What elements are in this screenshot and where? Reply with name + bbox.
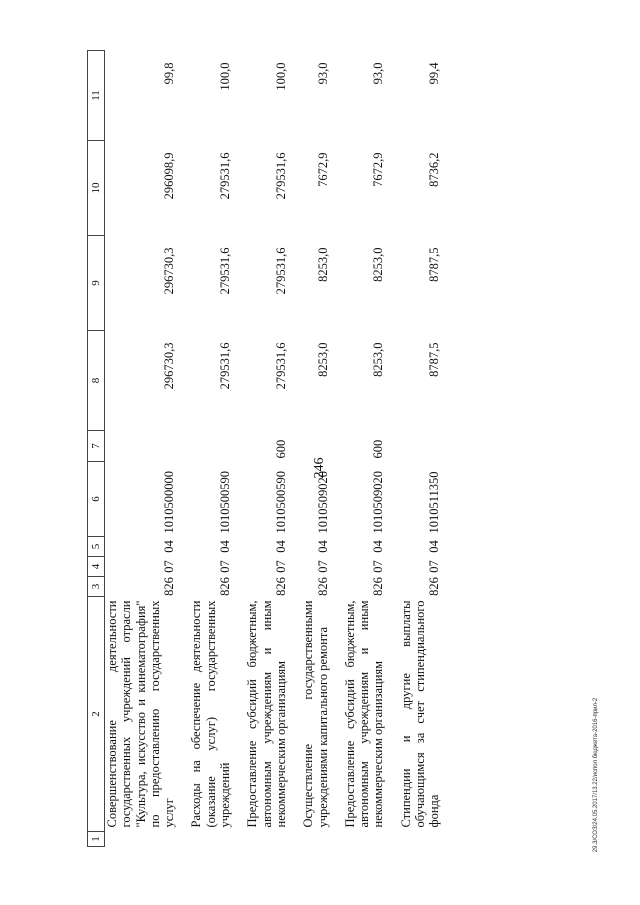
- table-row: [245, 51, 290, 847]
- table-row: [189, 51, 234, 847]
- header-cell: 7: [88, 431, 105, 462]
- value-col11: 93,0: [315, 62, 330, 85]
- code-expense-type: [399, 431, 444, 462]
- code-subsection: 04: [218, 540, 233, 553]
- code-expense-type: 600: [273, 439, 288, 459]
- row-name: Предоставление субсидий бюджетным, автономным учреждениям и иным некоммерческим организациям: [342, 600, 386, 828]
- value-col11: 100,0: [218, 62, 233, 91]
- code-section: 07: [427, 560, 442, 573]
- code-admin: 826: [371, 577, 386, 596]
- row-spacer: [290, 51, 301, 847]
- code-expense-type: [301, 431, 332, 462]
- code-subsection: 04: [315, 540, 330, 553]
- header-cell: 4: [88, 557, 105, 577]
- value-col11: 100,0: [273, 62, 288, 91]
- value-col10: 8736,2: [427, 152, 442, 187]
- code-subsection: 04: [273, 540, 288, 553]
- code-target: 1010511350: [427, 471, 442, 534]
- code-expense-type: [105, 431, 179, 462]
- code-section: 07: [371, 560, 386, 573]
- value-col8: 296730,3: [162, 342, 177, 390]
- table-row: [343, 51, 388, 847]
- value-col10: 296098,9: [162, 152, 177, 200]
- row-name: Осуществление государственными учреждениями капитального ремонта: [301, 600, 330, 828]
- value-col11: 99,8: [162, 62, 177, 85]
- budget-table: [87, 50, 444, 847]
- value-col9: 296730,3: [162, 247, 177, 295]
- value-col8: 8253,0: [371, 342, 386, 377]
- code-target: 1010500590: [273, 471, 288, 534]
- header-cell: 6: [88, 462, 105, 537]
- page-number: 246: [312, 457, 327, 479]
- code-expense-type: 600: [371, 439, 386, 459]
- header-cell: 1: [88, 832, 105, 847]
- row-name: Совершенствование деятельности государственных учреждений отрасли "Культура, искусство и кинематография" по предоставлению государственных услуг: [105, 600, 177, 828]
- value-col8: 279531,6: [273, 342, 288, 390]
- footer-code: 29.3/СОЗ/24.05.2017/13.22/испол бюджета-2016-прил-2: [593, 697, 599, 853]
- code-admin: 826: [273, 577, 288, 596]
- code-section: 07: [162, 560, 177, 573]
- code-section: 07: [218, 560, 233, 573]
- value-col11: 99,4: [427, 62, 442, 85]
- row-spacer: [234, 51, 245, 847]
- value-col10: 279531,6: [273, 152, 288, 200]
- header-cell: 10: [88, 141, 105, 236]
- code-admin: 826: [162, 577, 177, 596]
- row-name: Расходы на обеспечение деятельности (оказание услуг) государственных учреждений: [189, 600, 233, 828]
- code-expense-type: [189, 431, 234, 462]
- value-col10: 7672,9: [371, 152, 386, 187]
- header-cell: 9: [88, 236, 105, 331]
- code-admin: 826: [315, 577, 330, 596]
- value-col8: 279531,6: [218, 342, 233, 390]
- value-col9: 8253,0: [315, 247, 330, 282]
- value-col9: 8253,0: [371, 247, 386, 282]
- row-spacer: [178, 51, 189, 847]
- code-target: 1010500590: [218, 471, 233, 534]
- value-col8: 8253,0: [315, 342, 330, 377]
- code-target: 1010509020: [315, 471, 330, 534]
- header-cell: 11: [88, 51, 105, 141]
- code-section: 07: [273, 560, 288, 573]
- value-col11: 93,0: [371, 62, 386, 85]
- value-col8: 8787,5: [427, 342, 442, 377]
- row-spacer: [332, 51, 343, 847]
- header-cell: 2: [88, 597, 105, 832]
- code-subsection: 04: [427, 540, 442, 553]
- row-name: Стипендии и другие выплаты обучающимся за счет стипендиального фонда: [398, 600, 442, 828]
- table-row: [105, 51, 179, 847]
- row-name: Предоставление субсидий бюджетным, автономным учреждениям и иным некоммерческим организациям: [245, 600, 288, 828]
- budget-table-container: [87, 51, 587, 847]
- header-cell: 3: [88, 577, 105, 597]
- table-header-row: [88, 51, 105, 847]
- row-spacer: [388, 51, 399, 847]
- code-target: 1010509020: [371, 471, 386, 534]
- value-col9: 8787,5: [427, 247, 442, 282]
- code-admin: 826: [218, 577, 233, 596]
- header-cell: 8: [88, 331, 105, 431]
- header-cell: 5: [88, 537, 105, 557]
- code-admin: 826: [427, 577, 442, 596]
- value-col10: 279531,6: [218, 152, 233, 200]
- value-col9: 279531,6: [273, 247, 288, 295]
- table-row: [399, 51, 444, 847]
- code-section: 07: [315, 560, 330, 573]
- code-subsection: 04: [371, 540, 386, 553]
- code-target: 1010500000: [162, 471, 177, 534]
- value-col9: 279531,6: [218, 247, 233, 295]
- value-col10: 7672,9: [315, 152, 330, 187]
- table-row: [301, 51, 332, 847]
- code-subsection: 04: [162, 540, 177, 553]
